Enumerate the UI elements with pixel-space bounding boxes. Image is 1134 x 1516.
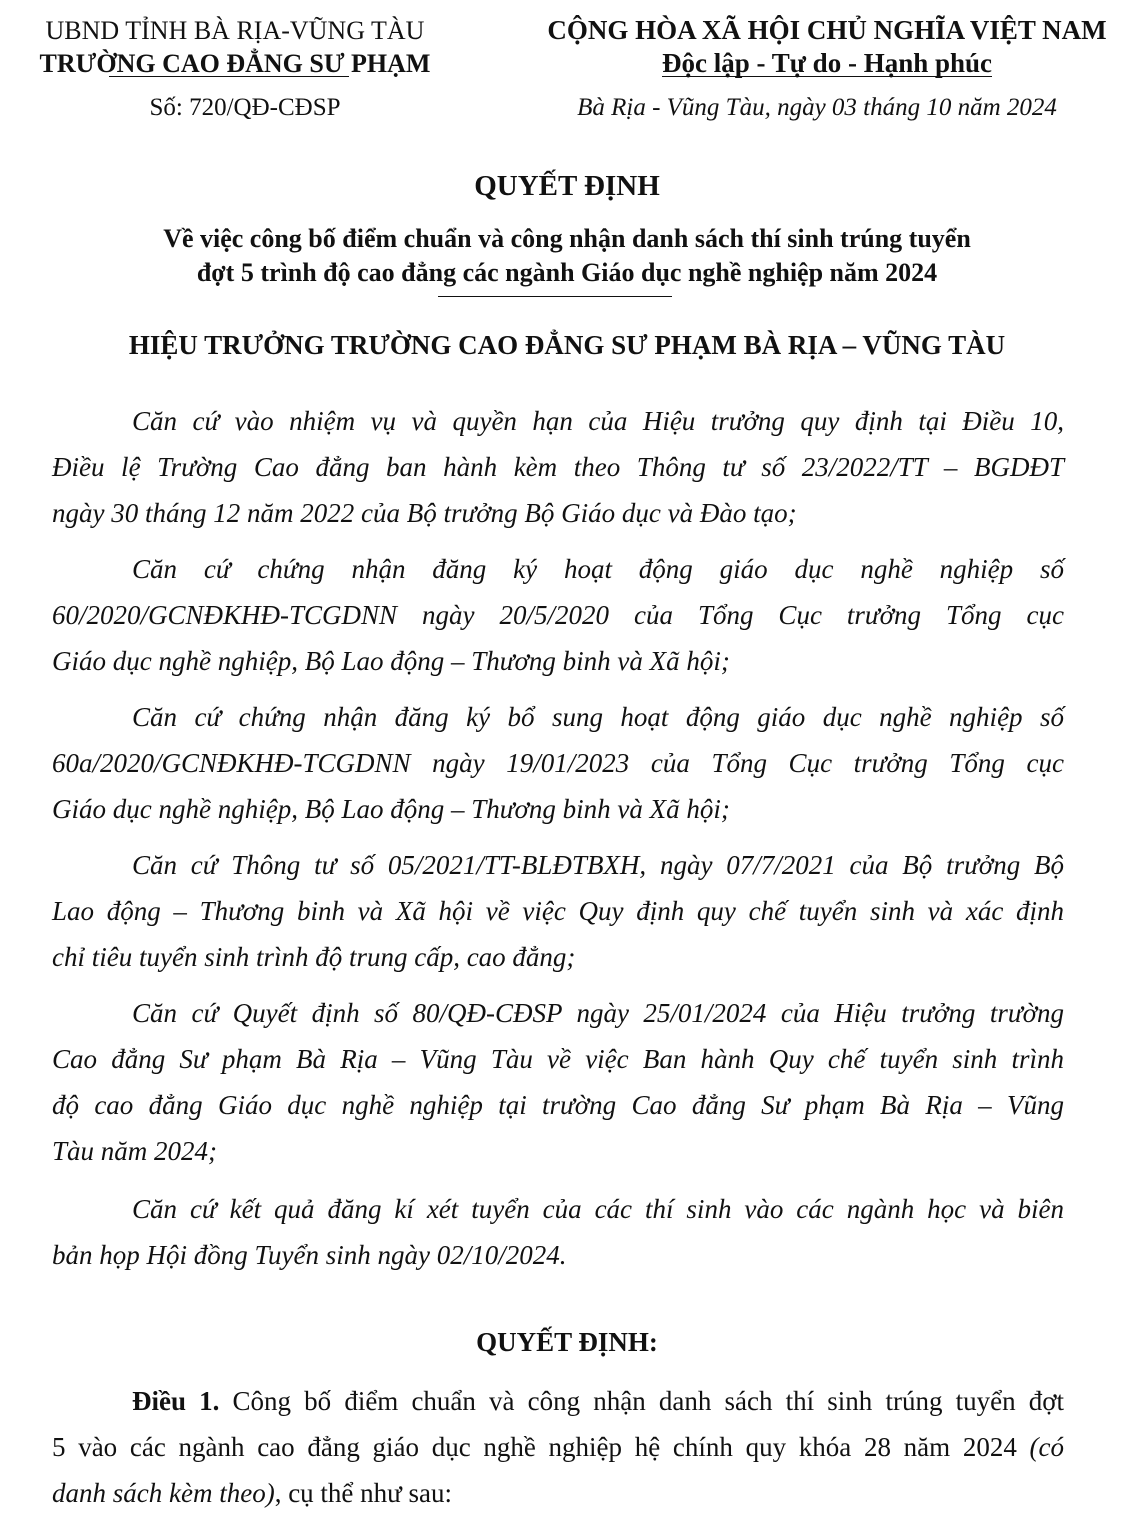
article-1-note: danh sách kèm theo) — [52, 1478, 275, 1508]
legal-basis-6 — [52, 1186, 1064, 1278]
basis-line: Căn cứ Thông tư số 05/2021/TT-BLĐTBXH, ngày 07/7/2021 của Bộ trưởng Bộ — [132, 850, 1064, 880]
place-and-date: Bà Rịa - Vũng Tàu, ngày 03 tháng 10 năm 2024 — [577, 94, 1057, 121]
basis-line: Căn cứ vào nhiệm vụ và quyền hạn của Hiệu trưởng quy định tại Điều 10, — [132, 406, 1064, 436]
article-1-line-1 — [52, 1378, 1064, 1424]
authority-line-2 — [0, 47, 470, 80]
basis-line: bản họp Hội đồng Tuyển sinh ngày 02/10/2024. — [52, 1240, 567, 1270]
basis-line: Giáo dục nghề nghiệp, Bộ Lao động – Thương binh và Xã hội; — [52, 794, 730, 824]
basis-line: Lao động – Thương binh và Xã hội về việc Quy định quy chế tuyển sinh và xác định — [52, 896, 1064, 926]
legal-basis-1 — [52, 398, 1064, 536]
basis-line: Cao đẳng Sư phạm Bà Rịa – Vũng Tàu về việc Ban hành Quy chế tuyển sinh trình — [52, 1044, 1064, 1074]
school-name-underlined — [117, 47, 345, 80]
basis-line: Tàu năm 2024; — [52, 1136, 218, 1166]
basis-line: Căn cứ Quyết định số 80/QĐ-CĐSP ngày 25/01/2024 của Hiệu trưởng trường — [132, 998, 1064, 1028]
article-1-text: 5 vào các ngành cao đẳng giáo dục nghề nghiệp hệ chính quy khóa 28 năm 2024 — [52, 1432, 1030, 1462]
article-1-note: (có — [1029, 1432, 1064, 1462]
subtitle-line-1: Về việc công bố điểm chuẩn và công nhận danh sách thí sinh trúng tuyển — [163, 224, 971, 253]
legal-basis-5 — [52, 990, 1064, 1174]
article-1-line-2 — [52, 1424, 1064, 1470]
principal-heading: HIỆU TRƯỞNG TRƯỜNG CAO ĐẲNG SƯ PHẠM BÀ RỊA – VŨNG TÀU — [128, 330, 1006, 360]
school-name-part-2: NG CAO ĐẲNG SƯ — [116, 49, 345, 78]
basis-line: 60/2020/GCNĐKHĐ-TCGDNN ngày 20/5/2020 của Tổng Cục trưởng Tổng cục — [52, 600, 1064, 630]
subtitle-underline — [438, 296, 672, 297]
national-name: CỘNG HÒA XÃ HỘI CHỦ NGHĨA VIỆT NAM — [547, 15, 1107, 45]
school-name-part-1: TRƯỜ — [39, 49, 117, 78]
basis-line: ngày 30 tháng 12 năm 2022 của Bộ trưởng Bộ Giáo dục và Đào tạo; — [52, 498, 797, 528]
basis-line: Căn cứ chứng nhận đăng ký hoạt động giáo dục nghề nghiệp số — [132, 554, 1064, 584]
basis-line: chỉ tiêu tuyển sinh trình độ trung cấp, cao đẳng; — [52, 942, 576, 972]
basis-line: Căn cứ kết quả đăng kí xét tuyển của các thí sinh vào các ngành học và biên — [132, 1194, 1064, 1224]
basis-line: Điều lệ Trường Cao đẳng ban hành kèm theo Thông tư số 23/2022/TT – BGDĐT — [52, 452, 1064, 482]
national-heading — [520, 14, 1134, 80]
article-1-text: Công bố điểm chuẩn và công nhận danh sách thí sinh trúng tuyển đợt — [219, 1386, 1064, 1416]
national-motto-underlined — [662, 47, 992, 80]
basis-line: độ cao đẳng Giáo dục nghề nghiệp tại trường Cao đẳng Sư phạm Bà Rịa – Vũng — [52, 1090, 1064, 1120]
article-1-line-3 — [52, 1470, 1064, 1516]
school-name-part-3: PHẠM — [344, 49, 431, 78]
document-subtitle — [0, 222, 1134, 290]
document-title: QUYẾT ĐỊNH — [474, 170, 660, 202]
national-motto-wrap — [520, 47, 1134, 80]
basis-line: 60a/2020/GCNĐKHĐ-TCGDNN ngày 19/01/2023 của Tổng Cục trưởng Tổng cục — [52, 748, 1064, 778]
article-1-label: Điều 1. — [132, 1386, 220, 1416]
authority-line-1: UBND TỈNH BÀ RỊA-VŨNG TÀU — [45, 16, 425, 45]
legal-basis-4 — [52, 842, 1064, 980]
article-1 — [52, 1378, 1064, 1516]
school-underline — [109, 76, 349, 77]
decision-heading: QUYẾT ĐỊNH: — [476, 1327, 658, 1357]
article-1-text: , cụ thể như sau: — [274, 1478, 453, 1508]
document-number: Số: 720/QĐ-CĐSP — [149, 94, 341, 121]
motto-underline — [662, 76, 992, 77]
basis-line: Giáo dục nghề nghiệp, Bộ Lao động – Thương binh và Xã hội; — [52, 646, 730, 676]
basis-line: Căn cứ chứng nhận đăng ký bổ sung hoạt động giáo dục nghề nghiệp số — [132, 702, 1064, 732]
subtitle-line-2: đợt 5 trình độ cao đẳng các ngành Giáo dục nghề nghiệp năm 2024 — [196, 258, 938, 287]
issuing-authority — [0, 14, 470, 80]
legal-basis-3 — [52, 694, 1064, 832]
national-motto: Độc lập - Tự do - Hạnh phúc — [661, 48, 993, 78]
legal-basis-2 — [52, 546, 1064, 684]
